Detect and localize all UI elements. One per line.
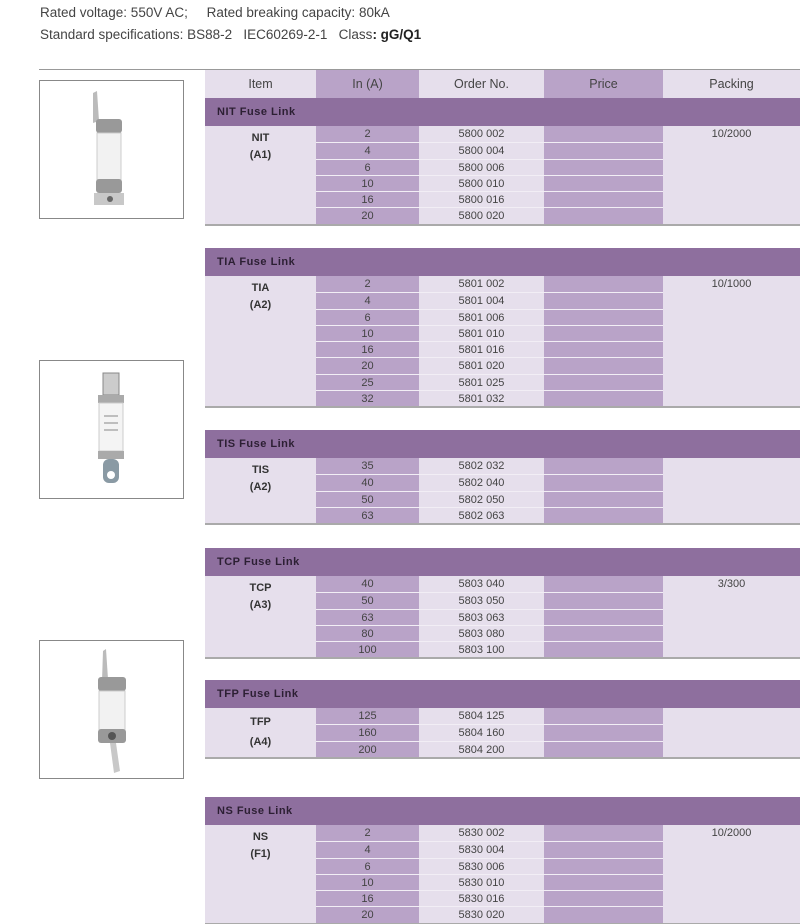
item-code: (F1): [250, 848, 271, 860]
price-cell: [544, 207, 663, 223]
order-no-cell: 5800 016: [419, 191, 544, 207]
price-cell: [544, 592, 663, 608]
price-cell: [544, 890, 663, 906]
rating-cell: 20: [316, 357, 419, 373]
rating-cell: 20: [316, 207, 419, 223]
packing-value: 10/1000: [711, 278, 752, 290]
order-no-cell: 5803 080: [419, 625, 544, 641]
packing-value: 3/300: [717, 578, 746, 590]
price-cell: [544, 576, 663, 592]
rating-cell: 2: [316, 126, 419, 142]
order-no-cell: 5801 004: [419, 292, 544, 308]
item-code: (A2): [249, 299, 272, 311]
table-row: [205, 207, 800, 223]
price-cell: [544, 159, 663, 175]
fuse-section-nit: [205, 98, 800, 226]
rating-cell: 160: [316, 724, 419, 740]
rating-cell: 16: [316, 890, 419, 906]
rating-cell: 50: [316, 592, 419, 608]
fuse-section-tfp: [205, 680, 800, 759]
section-body: [205, 708, 800, 759]
rating-cell: 6: [316, 159, 419, 175]
table-row: [205, 507, 800, 523]
table-row: [205, 325, 800, 341]
rating-cell: 4: [316, 142, 419, 158]
price-cell: [544, 741, 663, 757]
item-name: TIS: [251, 464, 270, 476]
order-no-cell: 5803 050: [419, 592, 544, 608]
price-cell: [544, 507, 663, 523]
rating-cell: 2: [316, 825, 419, 841]
rated-specs: Rated voltage: 550V AC; Rated breaking capacity: 80kA: [40, 5, 390, 20]
item-code: (A4): [249, 736, 272, 748]
order-no-cell: 5800 006: [419, 159, 544, 175]
order-no-cell: 5800 002: [458, 128, 505, 140]
item-code: (A1): [249, 149, 272, 161]
table-row: [205, 357, 800, 373]
order-no-cell: 5801 025: [419, 374, 544, 390]
fuse-section-tcp: [205, 548, 800, 659]
column-header-price: Price: [544, 70, 663, 98]
rating-cell: 16: [316, 191, 419, 207]
table-row: [205, 390, 800, 406]
item-name: NS: [252, 831, 269, 843]
tia-fuse-image: [39, 360, 184, 499]
standards-text: Standard specifications: BS88-2 IEC60269-2-1 Class: [40, 27, 373, 42]
item-code: (A2): [249, 481, 272, 493]
item-label: [205, 462, 316, 496]
fuse-icon: [40, 361, 183, 498]
table-row: [205, 874, 800, 890]
rating-cell: 125: [316, 708, 419, 724]
rating-cell: 2: [316, 276, 419, 292]
rating-cell: 200: [316, 741, 419, 757]
order-no-cell: 5804 125: [458, 710, 505, 722]
order-no-cell: 5800 004: [419, 142, 544, 158]
order-no-cell: 5802 063: [419, 507, 544, 523]
item-label: [205, 712, 316, 752]
section-title: NIT Fuse Link: [205, 98, 800, 126]
rating-cell: 10: [316, 325, 419, 341]
item-label: [205, 829, 316, 863]
rating-cell: 40: [316, 474, 419, 490]
price-cell: [544, 708, 663, 724]
price-cell: [544, 906, 663, 922]
rating-cell: 4: [316, 292, 419, 308]
price-cell: [544, 126, 663, 142]
item-label: [205, 280, 316, 314]
column-header-item: Item: [205, 70, 316, 98]
price-cell: [544, 390, 663, 406]
order-no-cell: 5801 020: [419, 357, 544, 373]
price-cell: [544, 625, 663, 641]
price-cell: [544, 292, 663, 308]
fuse-section-ns: [205, 797, 800, 924]
section-body: [205, 576, 800, 659]
rating-cell: 4: [316, 841, 419, 857]
order-no-cell: 5801 002: [458, 278, 505, 290]
standard-specs: [40, 27, 421, 42]
order-no-cell: 5800 010: [419, 175, 544, 191]
rating-cell: 6: [316, 309, 419, 325]
rating-cell: 16: [316, 341, 419, 357]
order-no-cell: 5804 160: [419, 724, 544, 740]
section-body: [205, 825, 800, 924]
rating-cell: 40: [316, 576, 419, 592]
price-cell: [544, 191, 663, 207]
column-header-packing: Packing: [663, 70, 800, 98]
rating-cell: 35: [316, 458, 419, 474]
item-label: [205, 130, 316, 164]
table-row: [205, 374, 800, 390]
rating-cell: 25: [316, 374, 419, 390]
order-no-cell: 5801 010: [419, 325, 544, 341]
column-header-in: In (A): [316, 70, 419, 98]
table-row: [205, 341, 800, 357]
section-body: [205, 458, 800, 525]
item-name: TFP: [250, 716, 271, 728]
class-value: : gG/Q1: [372, 27, 422, 42]
order-no-cell: 5803 063: [419, 609, 544, 625]
order-no-cell: 5830 016: [419, 890, 544, 906]
rating-cell: 20: [316, 906, 419, 922]
order-no-cell: 5801 016: [419, 341, 544, 357]
price-cell: [544, 474, 663, 490]
rating-cell: 63: [316, 609, 419, 625]
price-cell: [544, 641, 663, 657]
nit-fuse-image: [39, 80, 184, 219]
price-cell: [544, 491, 663, 507]
fuse-icon: [40, 81, 183, 218]
price-cell: [544, 825, 663, 841]
price-cell: [544, 724, 663, 740]
price-cell: [544, 858, 663, 874]
table-row: [205, 641, 800, 657]
price-cell: [544, 841, 663, 857]
packing-value: 10/2000: [711, 827, 752, 839]
fuse-section-tis: [205, 430, 800, 525]
order-no-cell: 5801 006: [419, 309, 544, 325]
table-row: [205, 625, 800, 641]
fuse-section-tia: [205, 248, 800, 408]
price-cell: [544, 175, 663, 191]
tcp-fuse-image: [39, 640, 184, 779]
order-no-cell: 5830 002: [458, 827, 505, 839]
fuse-icon: [40, 641, 183, 778]
section-title: NS Fuse Link: [205, 797, 800, 825]
item-code: (A3): [249, 599, 272, 611]
order-no-cell: 5802 040: [419, 474, 544, 490]
order-no-cell: 5830 010: [419, 874, 544, 890]
order-no-cell: 5830 020: [419, 906, 544, 922]
price-cell: [544, 341, 663, 357]
order-no-cell: 5830 004: [419, 841, 544, 857]
order-no-cell: 5802 032: [458, 460, 505, 472]
rating-cell: 100: [316, 641, 419, 657]
rating-cell: 10: [316, 874, 419, 890]
order-no-cell: 5803 100: [419, 641, 544, 657]
price-cell: [544, 374, 663, 390]
item-label: [205, 580, 316, 614]
section-title: TCP Fuse Link: [205, 548, 800, 576]
rating-cell: 10: [316, 175, 419, 191]
price-cell: [544, 325, 663, 341]
packing-value: 10/2000: [711, 128, 752, 140]
order-no-cell: 5803 040: [458, 578, 505, 590]
section-body: [205, 276, 800, 408]
price-cell: [544, 874, 663, 890]
order-no-cell: 5801 032: [419, 390, 544, 406]
section-body: [205, 126, 800, 226]
rating-cell: 6: [316, 858, 419, 874]
section-title: TIS Fuse Link: [205, 430, 800, 458]
price-cell: [544, 357, 663, 373]
order-no-cell: 5800 020: [419, 207, 544, 223]
column-header-order-no: Order No.: [419, 70, 544, 98]
table-row: [205, 175, 800, 191]
price-cell: [544, 609, 663, 625]
item-name: NIT: [251, 132, 270, 144]
section-title: TIA Fuse Link: [205, 248, 800, 276]
item-name: TCP: [249, 582, 272, 594]
order-no-cell: 5802 050: [419, 491, 544, 507]
price-cell: [544, 276, 663, 292]
table-row: [205, 890, 800, 906]
rating-cell: 80: [316, 625, 419, 641]
price-cell: [544, 142, 663, 158]
item-name: TIA: [251, 282, 270, 294]
price-cell: [544, 309, 663, 325]
price-cell: [544, 458, 663, 474]
rating-cell: 50: [316, 491, 419, 507]
rating-cell: 63: [316, 507, 419, 523]
order-no-cell: 5804 200: [419, 741, 544, 757]
section-title: TFP Fuse Link: [205, 680, 800, 708]
table-row: [205, 191, 800, 207]
rating-cell: 32: [316, 390, 419, 406]
order-no-cell: 5830 006: [419, 858, 544, 874]
table-row: [205, 906, 800, 922]
